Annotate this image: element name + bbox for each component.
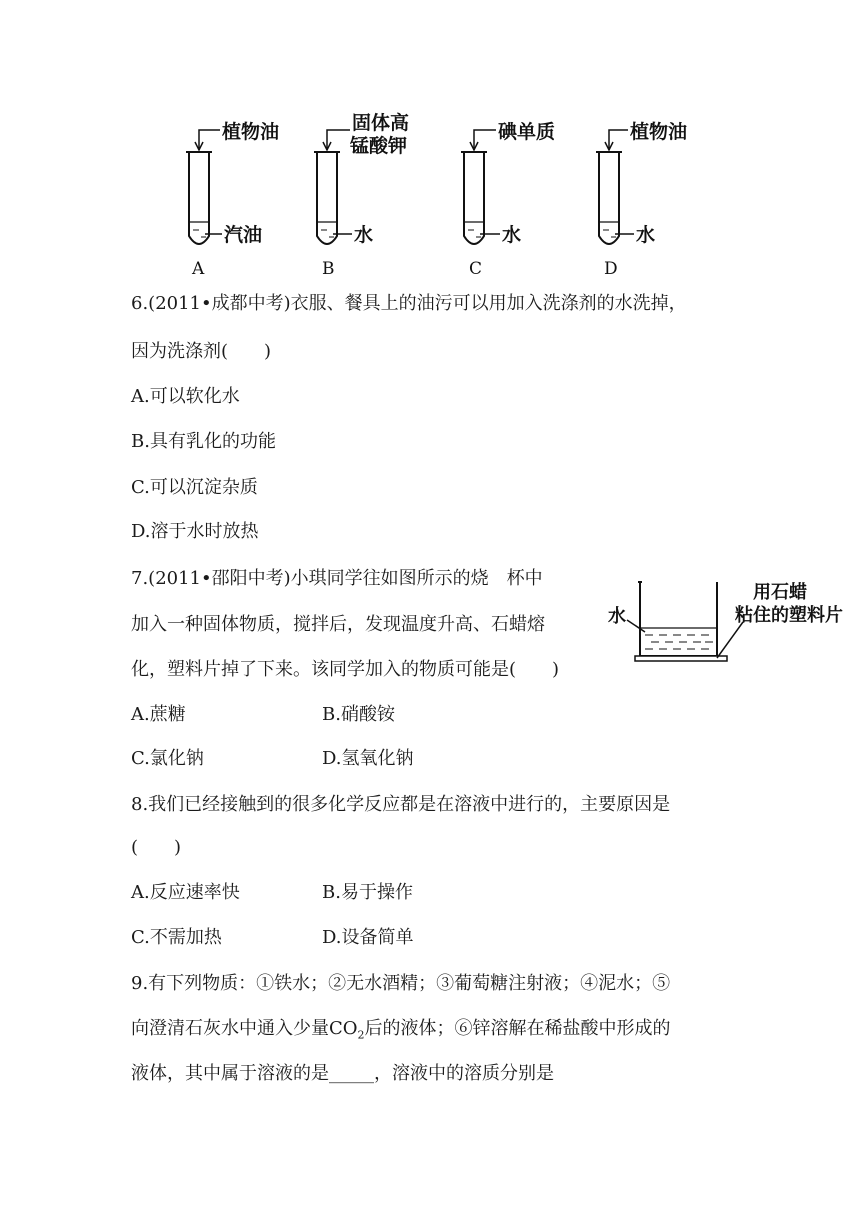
q9-stem-line1: 9.有下列物质：①铁水；②无水酒精；③葡萄糖注射液；④泥水；⑤ — [131, 973, 671, 994]
q9-line2-part-b: 后的液体；⑥锌溶解在稀盐酸中形成的 — [364, 1018, 671, 1039]
tube-a — [186, 120, 279, 279]
q9-line2-part-a: 向澄清石灰水中通入少量CO — [131, 1018, 358, 1039]
tube-d-letter: D — [604, 259, 618, 279]
q7-stem-line1: 7.(2011•邵阳中考)小琪同学往如图所示的烧 杯中 — [131, 568, 543, 589]
beaker-right-label-line1: 用石蜡 — [753, 582, 807, 603]
q8-stem-line2: ( ) — [131, 837, 182, 858]
q8-option-d: D.设备简单 — [322, 927, 414, 948]
q7-option-d: D.氢氧化钠 — [322, 748, 414, 769]
tube-c-side-label: 水 — [502, 224, 522, 246]
beaker-water — [645, 635, 713, 649]
tube-b-letter: B — [322, 259, 335, 279]
tube-a-top-label: 植物油 — [222, 121, 280, 143]
tube-d-top-label: 植物油 — [630, 121, 688, 143]
q9-stem-line2 — [131, 1017, 671, 1048]
q6-option-b: B.具有乳化的功能 — [131, 431, 276, 452]
q6-stem-line2: 因为洗涤剂( ) — [131, 341, 272, 362]
beaker-water-label: 水 — [608, 606, 626, 627]
tube-a-side-label: 汽油 — [224, 224, 263, 246]
tube-b-top-label-line2: 锰酸钾 — [350, 135, 408, 157]
plastic-plate — [635, 656, 727, 661]
test-tubes-figure — [0, 0, 860, 290]
q7-stem-line3: 化，塑料片掉了下来。该同学加入的物质可能是( ) — [131, 659, 560, 680]
tube-b — [314, 111, 409, 279]
tube-b-top-label-line1: 固体高 — [352, 112, 410, 134]
q8-option-b: B.易于操作 — [322, 882, 413, 903]
q9-co2-subscript: 2 — [357, 1028, 365, 1042]
beaker-figure — [605, 570, 855, 670]
tube-b-side-label: 水 — [354, 224, 374, 246]
q8-stem-line1: 8.我们已经接触到的很多化学反应都是在溶液中进行的，主要原因是 — [131, 794, 671, 815]
beaker-right-label-line2: 粘住的塑料片 — [735, 605, 843, 626]
q8-option-a: A.反应速率快 — [131, 882, 240, 903]
q9-stem-line3: 液体，其中属于溶液的是_____，溶液中的溶质分别是 — [131, 1063, 554, 1084]
tube-a-letter: A — [192, 259, 205, 279]
q6-stem-line1: 6.(2011•成都中考)衣服、餐具上的油污可以用加入洗涤剂的水洗掉， — [131, 293, 687, 314]
q7-option-c: C.氯化钠 — [131, 748, 204, 769]
q6-option-d: D.溶于水时放热 — [131, 521, 259, 542]
q6-option-a: A.可以软化水 — [131, 386, 240, 407]
tube-d — [596, 120, 687, 279]
tube-c — [461, 120, 555, 279]
q7-option-b: B.硝酸铵 — [322, 704, 395, 725]
q7-stem-line2: 加入一种固体物质，搅拌后，发现温度升高、石蜡熔 — [131, 614, 545, 635]
tube-d-side-label: 水 — [636, 224, 656, 246]
tube-c-top-label: 碘单质 — [498, 121, 556, 143]
tube-c-letter: C — [469, 259, 483, 279]
q6-option-c: C.可以沉淀杂质 — [131, 477, 258, 498]
q8-option-c: C.不需加热 — [131, 927, 222, 948]
q7-option-a: A.蔗糖 — [131, 704, 186, 725]
